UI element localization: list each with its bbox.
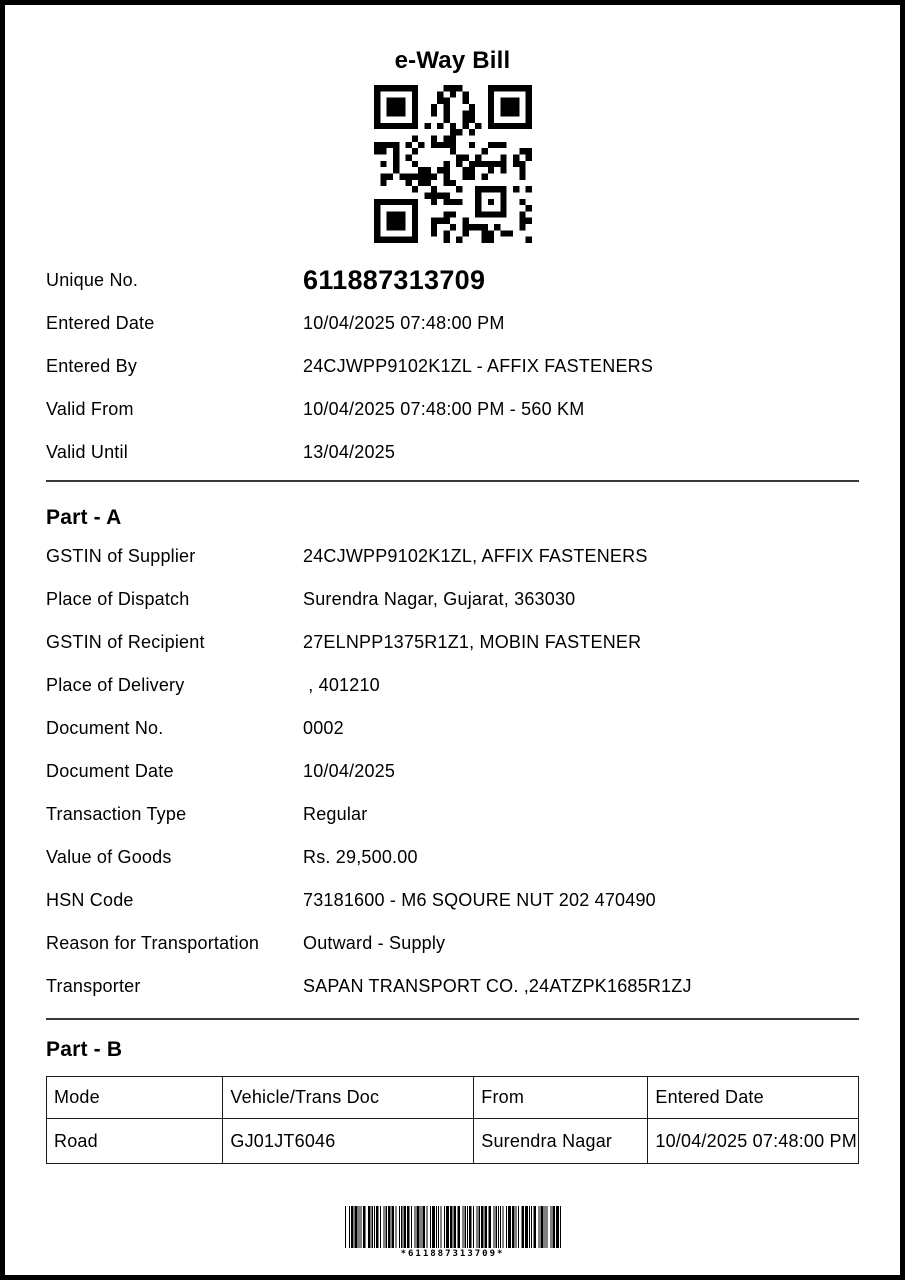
table-row [47,1119,859,1164]
field-row-entered-date [46,302,859,345]
field-row-document-no [46,707,859,750]
field-label: Unique No. [46,270,139,290]
field-value: 10/04/2025 [303,761,396,781]
cell-vehicle-trans-doc: GJ01JT6046 [223,1119,474,1164]
cell-from: Surendra Nagar [474,1119,648,1164]
field-value: Surendra Nagar, Gujarat, 363030 [303,589,576,609]
field-value: 73181600 - M6 SQOURE NUT 202 470490 [303,890,656,910]
field-value: 10/04/2025 07:48:00 PM [303,313,505,333]
field-row-place-of-delivery [46,664,859,707]
field-value: 27ELNPP1375R1Z1, MOBIN FASTENER [303,632,642,652]
field-value: 24CJWPP9102K1ZL - AFFIX FASTENERS [303,356,654,376]
field-row-place-of-dispatch [46,578,859,621]
field-label: Document No. [46,718,164,738]
section-divider [46,1018,859,1020]
field-row-document-date [46,750,859,793]
field-label: GSTIN of Supplier [46,546,196,566]
field-label: HSN Code [46,890,134,910]
field-value: 0002 [303,718,344,738]
part-a-heading: Part - A [46,506,122,529]
field-row-valid-until [46,431,859,474]
qr-code-image [374,85,532,243]
field-row-value-of-goods [46,836,859,879]
column-header-from: From [474,1077,648,1119]
qr-code [374,85,532,243]
field-value: 13/04/2025 [303,442,396,462]
field-value: Rs. 29,500.00 [303,847,418,867]
field-row-gstin-recipient [46,621,859,664]
field-label: GSTIN of Recipient [46,632,205,652]
unique-number-value: 611887313709 [303,265,486,295]
field-row-entered-by [46,345,859,388]
document-title: e-Way Bill [394,47,511,74]
field-label: Transaction Type [46,804,187,824]
barcode [46,1206,859,1259]
field-value: Outward - Supply [303,933,446,953]
part-b-table [46,1076,859,1164]
barcode-bars [345,1206,561,1248]
field-label: Value of Goods [46,847,172,867]
field-row-transaction-type [46,793,859,836]
field-row-gstin-supplier [46,535,859,578]
summary-section [46,259,859,474]
field-value: Regular [303,804,368,824]
field-row-hsn-code [46,879,859,922]
field-value: , 401210 [303,675,380,695]
field-label: Document Date [46,761,174,781]
cell-entered-date: 10/04/2025 07:48:00 PM [648,1119,859,1164]
field-label: Reason for Transportation [46,933,260,953]
field-row-valid-from [46,388,859,431]
cell-mode: Road [47,1119,223,1164]
field-label: Place of Dispatch [46,589,190,609]
part-b-heading: Part - B [46,1038,123,1061]
field-row-transporter [46,965,859,1008]
barcode-text: *611887313709* [400,1249,505,1259]
field-label: Entered Date [46,313,155,333]
field-value: SAPAN TRANSPORT CO. ,24ATZPK1685R1ZJ [303,976,692,996]
field-label: Transporter [46,976,141,996]
field-row-unique-no [46,259,859,302]
field-label: Valid Until [46,442,128,462]
table-header-row [47,1077,859,1119]
field-value: 10/04/2025 07:48:00 PM - 560 KM [303,399,585,419]
field-row-reason-for-transportation [46,922,859,965]
column-header-mode: Mode [47,1077,223,1119]
part-a-section [46,535,859,1008]
field-label: Valid From [46,399,134,419]
column-header-entered-date: Entered Date [648,1077,859,1119]
field-value: 24CJWPP9102K1ZL, AFFIX FASTENERS [303,546,648,566]
section-divider [46,480,859,482]
column-header-vehicle-trans-doc: Vehicle/Trans Doc [223,1077,474,1119]
field-label: Entered By [46,356,138,376]
field-label: Place of Delivery [46,675,185,695]
